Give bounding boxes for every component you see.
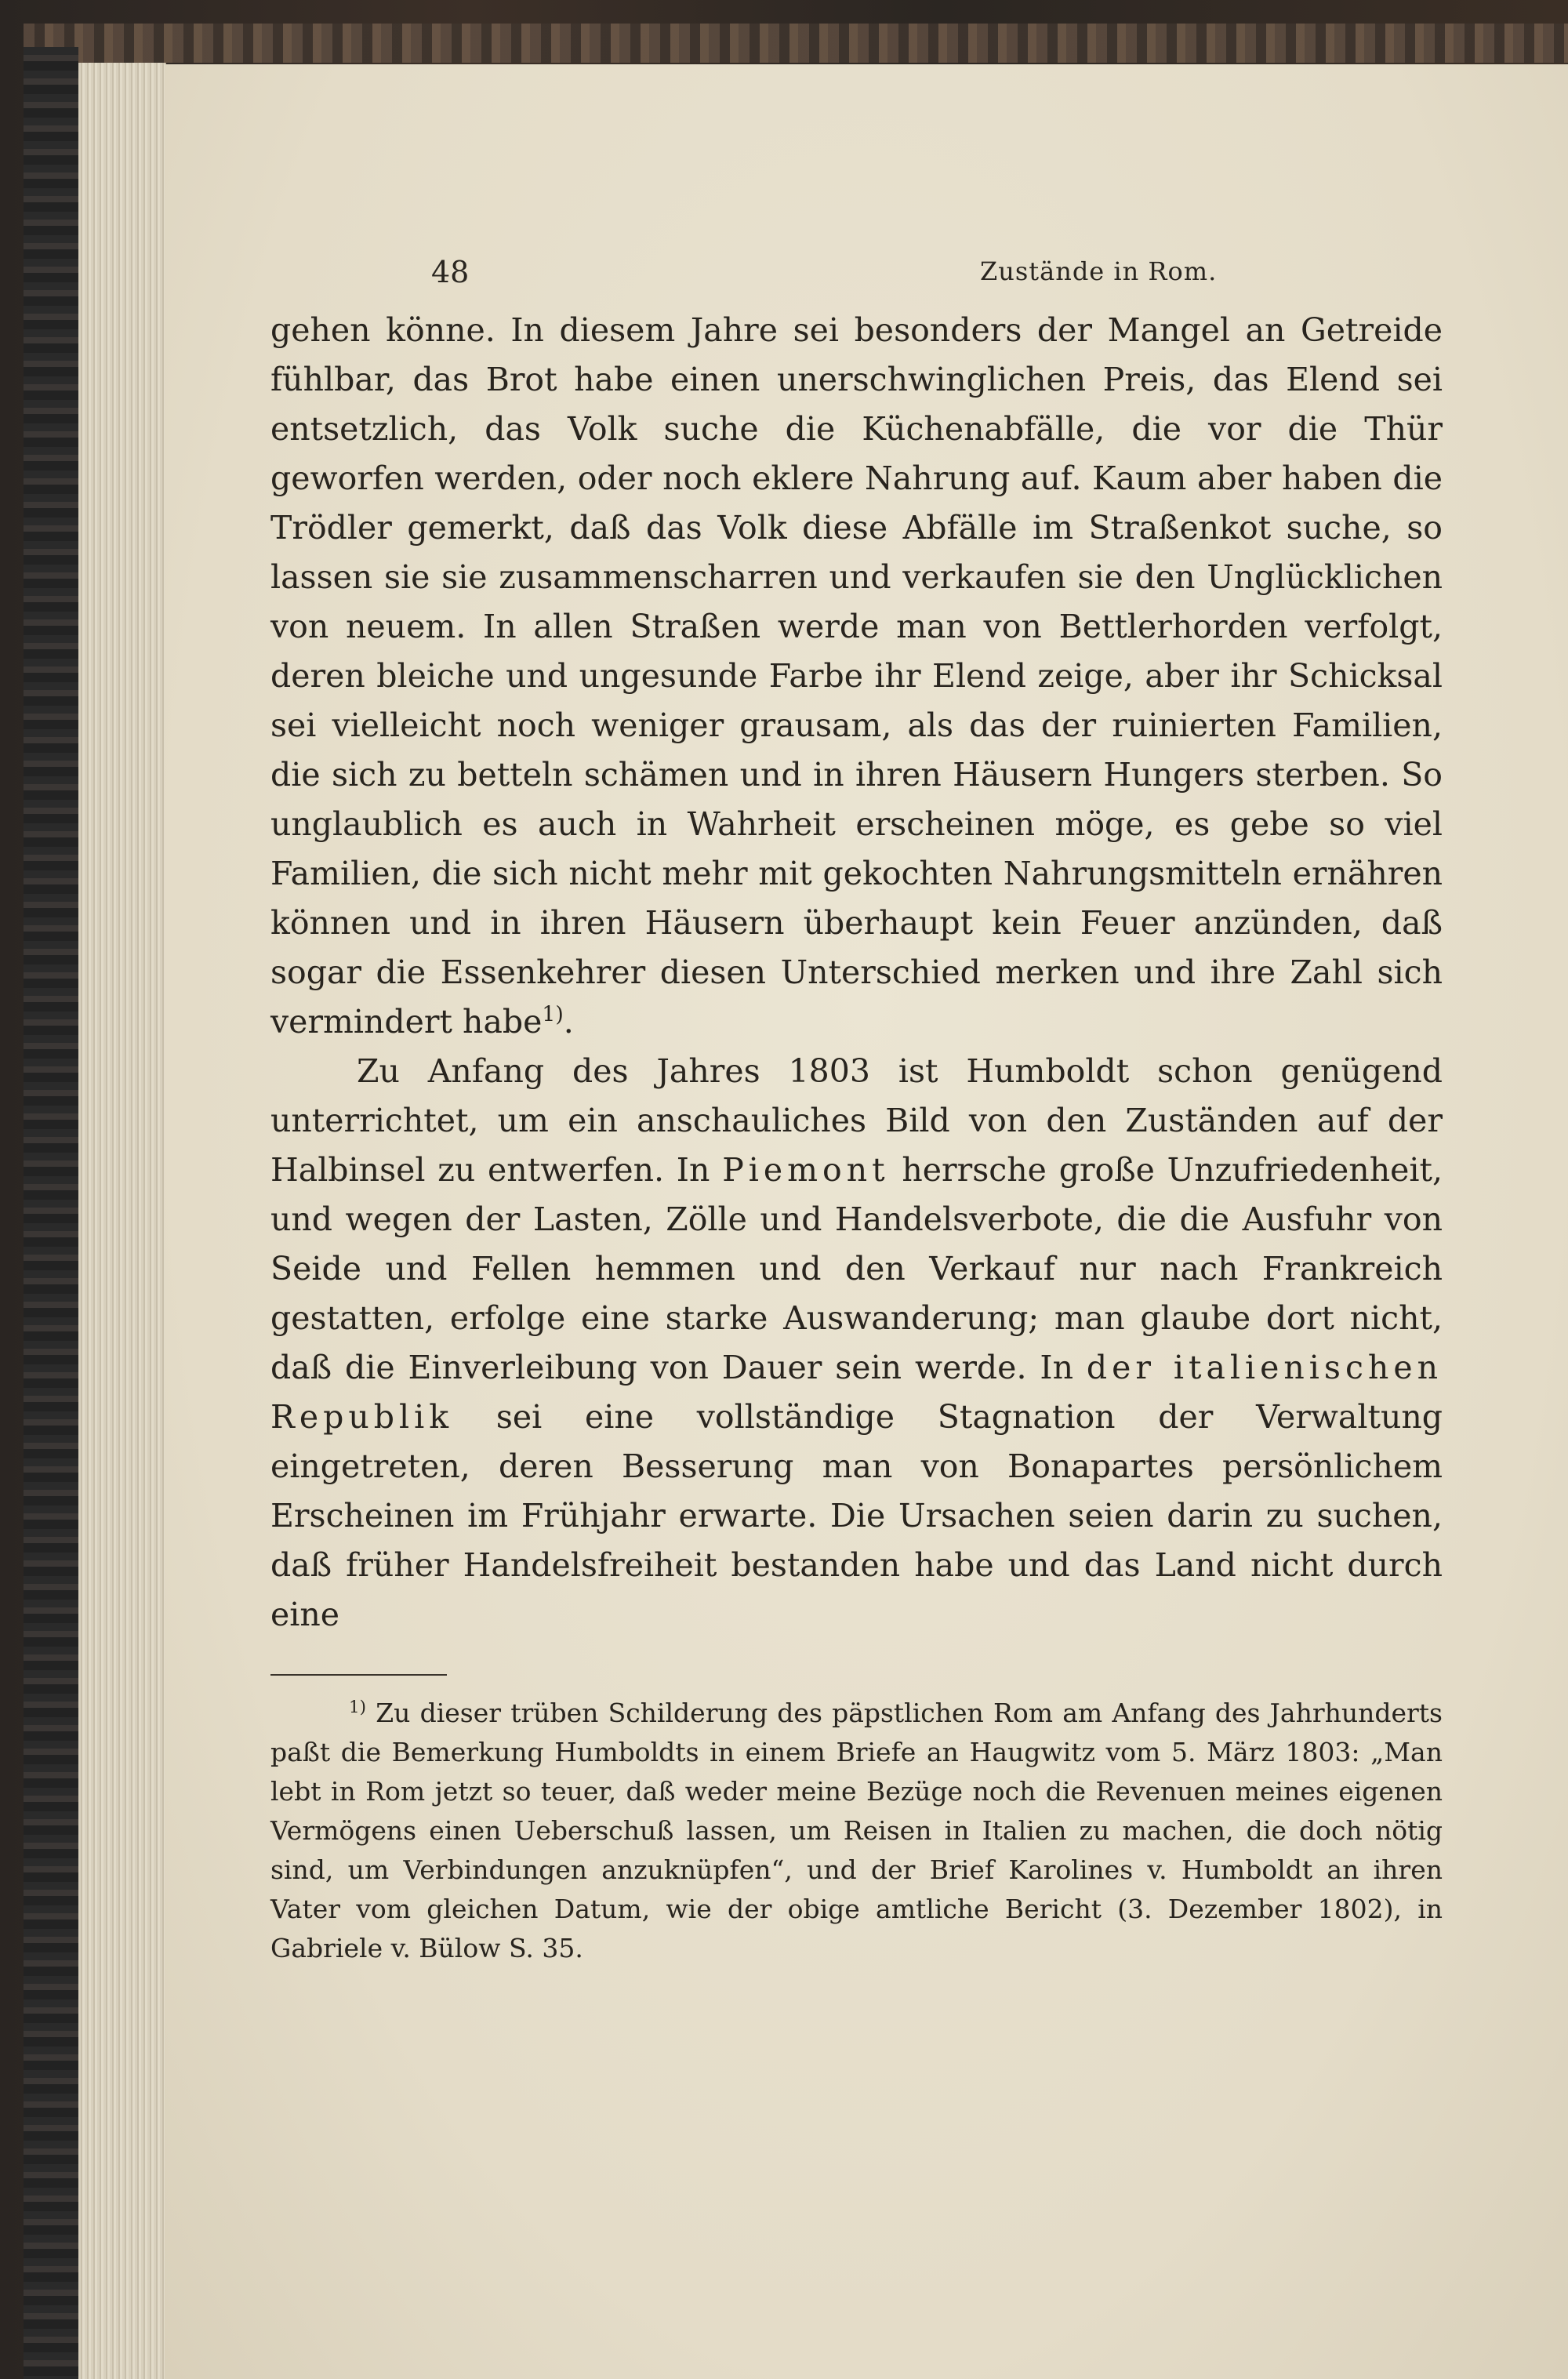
running-title: Zustände in Rom.: [980, 256, 1218, 286]
page-number: 48: [431, 255, 470, 289]
footnote-text: Zu dieser trüben Schilderung des päpstlichen Rom am Anfang des Jahrhunderts paßt die Bemerkung Humboldts in einem Briefe an Haugwitz vom 5. März 1803: „Man lebt in Rom jetzt so teuer, daß weder meine Bezüge noch die Revenuen meines eigenen Vermögens einen Ueberschuß lassen, um Reisen in Italien zu machen, die doch nötig sind, um Verbindungen anzuknüpfen“, und der Brief Karolines v. Humboldt an ihren Vater vom gleichen Datum, wie der obige amtliche Bericht (3. Dezember 1802), in Gabriele v. Bülow S. 35.: [270, 1698, 1443, 1963]
book-cover-top: [24, 24, 1568, 63]
footnote: [270, 1694, 1443, 1968]
book-cover-spine: [24, 47, 78, 2379]
paragraph-1-text: gehen könne. In diesem Jahre sei besonders der Mangel an Getreide fühlbar, das Brot habe einen unerschwinglichen Preis, das Elend sei entsetzlich, das Volk suche die Küchenabfälle, die vor die Thür geworfen werden, oder noch eklere Nahrung auf. Kaum aber haben die Trödler gemerkt, daß das Volk diese Abfälle im Straßenkot suche, so lassen sie sie zusammenscharren und verkaufen sie den Unglücklichen von neuem. In allen Straßen werde man von Bettlerhorden verfolgt, deren bleiche und ungesunde Farbe ihr Elend zeige, aber ihr Schicksal sei vielleicht noch weniger grausam, als das der ruinierten Familien, die sich zu betteln schämen und in ihren Häusern Hungers sterben. So unglaublich es auch in Wahrheit erscheinen möge, es gebe so viel Familien, die sich nicht mehr mit gekochten Nahrungsmitteln ernähren können und in ihren Häusern überhaupt kein Feuer anzünden, daß sogar die Essenkehrer diesen Unterschied merken und ihre Zahl sich vermindert habe: [270, 311, 1443, 1041]
paragraph-2: [270, 1047, 1443, 1640]
footnote-divider: [270, 1674, 447, 1676]
paragraph-1: [270, 306, 1443, 1047]
paragraph-2-part-c: sei eine vollständige Stagnation der Verwaltung eingetreten, deren Besserung man von Bonapartes persönlichem Erscheinen im Frühjahr erwarte. Die Ursachen seien darin zu suchen, daß früher Handelsfreiheit bestanden habe und das Land nicht durch eine: [270, 1398, 1443, 1633]
spaced-term-piemont: Piemont: [722, 1151, 890, 1189]
paragraph-2-part-b: herrsche große Unzufriedenheit, und wegen der Lasten, Zölle und Handelsverbote, die die Ausfuhr von Seide und Fellen hemmen und den Verkauf nur nach Frankreich gestatten, erfolge eine starke Auswanderung; man glaube dort nicht, daß die Einverleibung von Dauer sein werde. In: [270, 1151, 1443, 1386]
footnote-reference: 1): [542, 1002, 564, 1027]
footnote-marker: 1): [349, 1698, 367, 1717]
main-text: [270, 306, 1443, 1640]
paragraph-1-end: .: [563, 1003, 574, 1041]
paragraph-2-part-a: Zu Anfang des Jahres 1803 ist Humboldt schon genügend unterrichtet, um ein anschauliches Bild von den Zuständen auf der Halbinsel zu entwerfen. In: [270, 1052, 1443, 1189]
spaced-term-republik: der italienischen Republik: [270, 1349, 1443, 1436]
page-edges: [78, 63, 166, 2379]
page-header: [431, 241, 1529, 296]
